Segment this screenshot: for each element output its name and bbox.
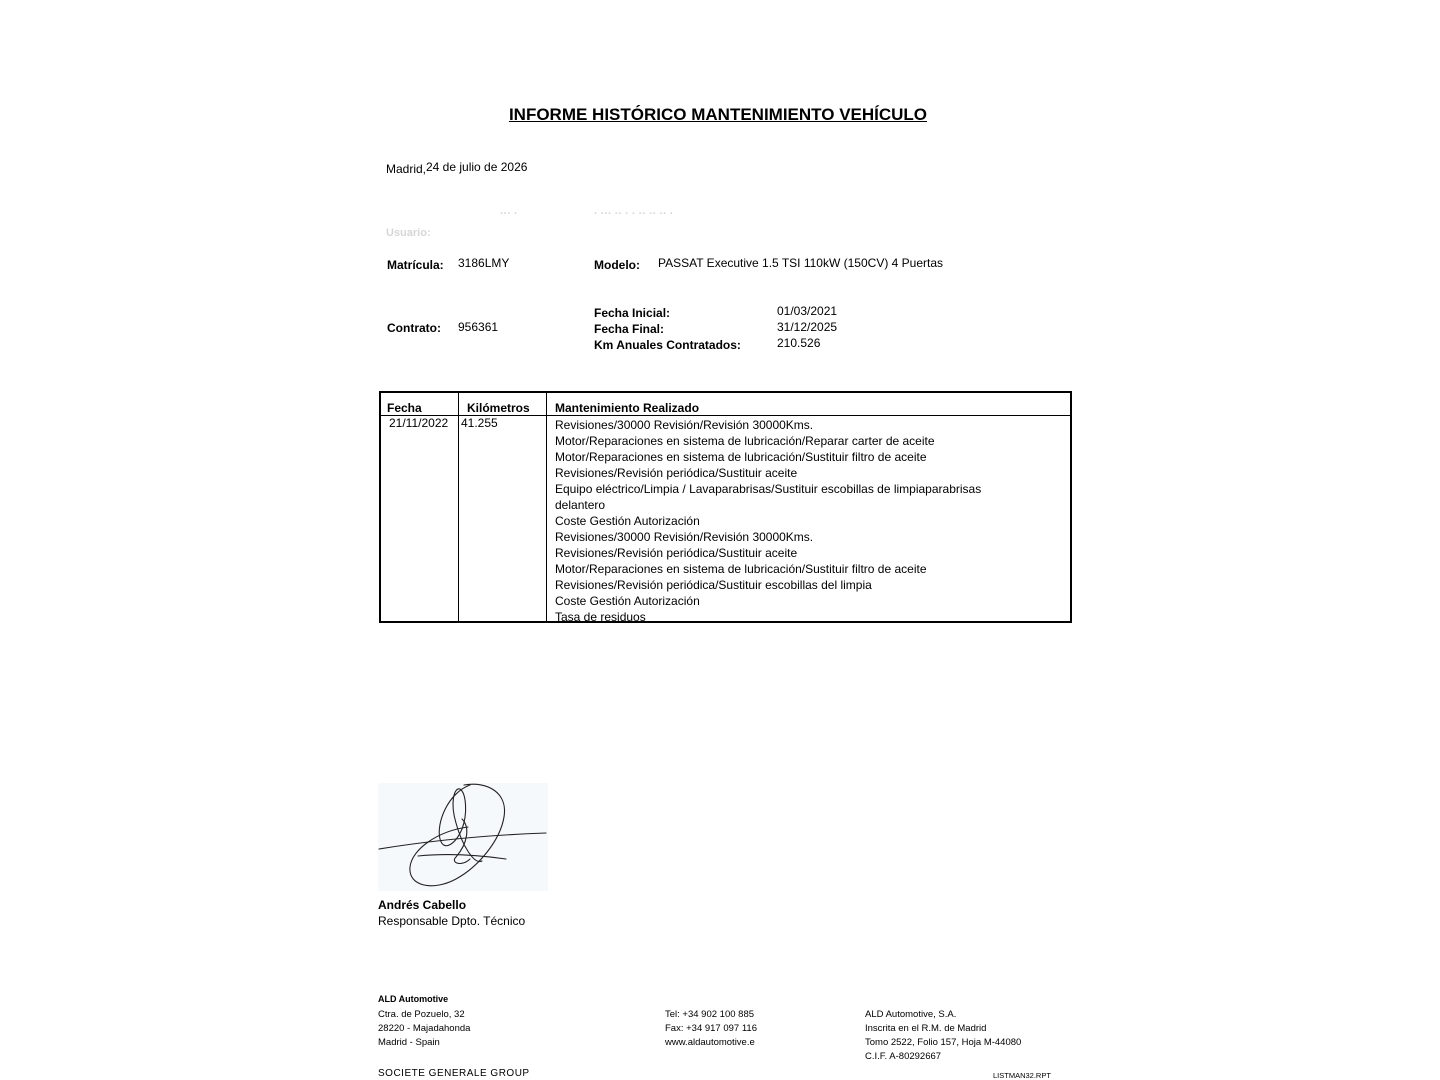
place-label: Madrid, xyxy=(386,162,427,176)
footer-address xyxy=(378,1008,470,1050)
row-date: 21/11/2022 xyxy=(389,416,449,430)
signatory-role: Responsable Dpto. Técnico xyxy=(378,914,526,928)
faded-user-label: Usuario: xyxy=(386,227,431,239)
table-column-divider xyxy=(546,393,547,621)
model-value: PASSAT Executive 1.5 TSI 110kW (150CV) 4 Puertas xyxy=(658,256,944,270)
maintenance-item: Revisiones/Revisión periódica/Sustituir aceite xyxy=(555,546,798,560)
plate-label: Matrícula: xyxy=(387,258,444,272)
header-maintenance: Mantenimiento Realizado xyxy=(555,401,700,415)
table-column-divider xyxy=(458,393,459,621)
maintenance-item: Revisiones/30000 Revisión/Revisión 30000Kms. xyxy=(555,418,814,432)
maintenance-item: Motor/Reparaciones en sistema de lubricación/Reparar carter de aceite xyxy=(555,434,935,448)
end-date-value: 31/12/2025 xyxy=(777,320,838,334)
annual-km-value: 210.526 xyxy=(777,336,821,350)
model-label: Modelo: xyxy=(594,258,640,272)
maintenance-item: Motor/Reparaciones en sistema de lubricación/Sustituir filtro de aceite xyxy=(555,562,927,576)
legal-line: ALD Automotive, S.A. xyxy=(865,1009,957,1020)
faded-user-name: · ··· ·· · · ·· ·· ·· · xyxy=(594,208,674,220)
contract-number: 956361 xyxy=(458,320,499,334)
plate-value: 3186LMY xyxy=(458,256,510,270)
address-line: Ctra. de Pozuelo, 32 xyxy=(378,1009,465,1020)
maintenance-item: delantero xyxy=(555,498,606,512)
maintenance-table xyxy=(379,391,1072,623)
handwritten-signature xyxy=(378,783,548,891)
address-line: 28220 - Majadahonda xyxy=(378,1023,471,1034)
maintenance-item: Tasa de residuos xyxy=(555,610,646,624)
maintenance-item: Revisiones/Revisión periódica/Sustituir aceite xyxy=(555,466,798,480)
signatory-name: Andrés Cabello xyxy=(378,898,467,912)
maintenance-item: Coste Gestión Autorización xyxy=(555,594,700,608)
faded-user-value: ··· · xyxy=(500,208,518,220)
contact-website: www.aldautomotive.e xyxy=(665,1037,755,1048)
report-title: INFORME HISTÓRICO MANTENIMIENTO VEHÍCULO xyxy=(508,105,928,124)
header-date: Fecha xyxy=(387,401,422,415)
contact-fax: Fax: +34 917 097 116 xyxy=(665,1023,757,1034)
legal-line: Inscrita en el R.M. de Madrid xyxy=(865,1023,987,1034)
report-code: LISTMAN32.RPT xyxy=(993,1071,1051,1080)
maintenance-item: Motor/Reparaciones en sistema de lubricación/Sustituir filtro de aceite xyxy=(555,450,927,464)
group-name: SOCIETE GENERALE GROUP xyxy=(378,1068,530,1079)
maintenance-item: Revisiones/Revisión periódica/Sustituir escobillas del limpia xyxy=(555,578,872,592)
contract-label: Contrato: xyxy=(387,321,441,335)
annual-km-label: Km Anuales Contratados: xyxy=(594,338,741,352)
row-km: 41.255 xyxy=(461,416,498,430)
header-km: Kilómetros xyxy=(467,401,530,415)
start-date-value: 01/03/2021 xyxy=(777,304,838,318)
footer-legal xyxy=(865,1008,1021,1064)
start-date-label: Fecha Inicial: xyxy=(594,306,671,320)
legal-line: C.I.F. A-80292667 xyxy=(865,1051,942,1062)
contact-phone: Tel: +34 902 100 885 xyxy=(665,1009,755,1020)
legal-line: Tomo 2522, Folio 157, Hoja M-44080 xyxy=(865,1037,1022,1048)
maintenance-item: Equipo eléctrico/Limpia / Lavaparabrisas/Sustituir escobillas de limpiaparabrisas xyxy=(555,482,982,496)
footer-contact xyxy=(665,1008,757,1050)
report-date: 24 de julio de 2026 xyxy=(426,160,528,174)
maintenance-items xyxy=(555,417,981,625)
address-line: Madrid - Spain xyxy=(378,1037,440,1048)
maintenance-item: Revisiones/30000 Revisión/Revisión 30000Kms. xyxy=(555,530,814,544)
footer-company: ALD Automotive xyxy=(378,994,449,1004)
maintenance-item: Coste Gestión Autorización xyxy=(555,514,700,528)
end-date-label: Fecha Final: xyxy=(594,322,665,336)
